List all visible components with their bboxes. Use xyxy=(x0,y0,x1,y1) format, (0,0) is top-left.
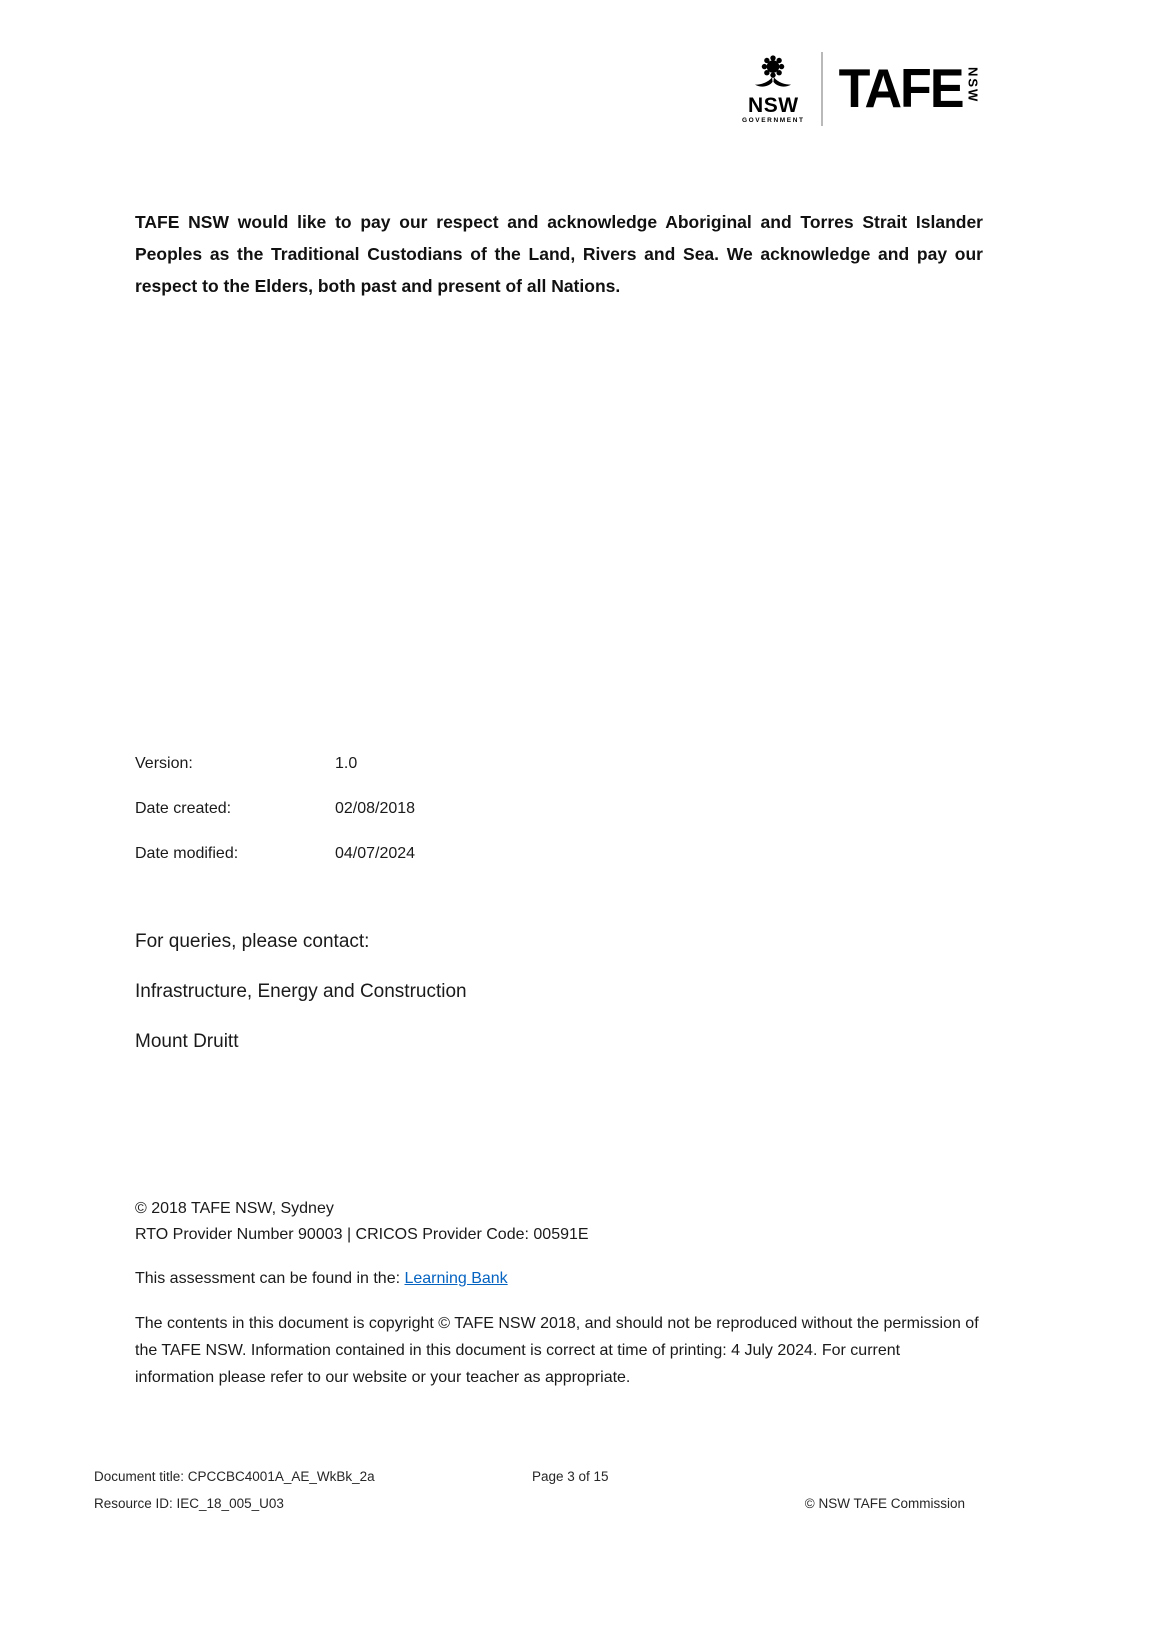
contact-intro: For queries, please contact: xyxy=(135,931,370,952)
page-footer xyxy=(94,1468,965,1522)
version-info-table xyxy=(135,752,415,887)
contact-block xyxy=(135,930,467,1080)
date-modified-row xyxy=(135,842,415,866)
footer-resource-id: Resource ID: IEC_18_005_U03 xyxy=(94,1496,284,1511)
acknowledgement-paragraph: TAFE NSW would like to pay our respect and acknowledge Aboriginal and Torres Strait Islander Peoples as the Traditional Custodians of the Land, Rivers and Sea. We acknowledge and pay our respect to the Elders, both past and present of all Nations. xyxy=(135,211,983,296)
tafe-logo xyxy=(838,58,981,120)
waratah-icon xyxy=(753,54,793,94)
nsw-government-logo xyxy=(742,54,805,125)
copyright-line: © 2018 TAFE NSW, Sydney xyxy=(135,1200,334,1217)
contact-location: Mount Druitt xyxy=(135,1031,239,1052)
version-value: 1.0 xyxy=(335,755,358,772)
tafe-logo-text: TAFE xyxy=(838,58,963,120)
assessment-location-text: This assessment can be found in the: xyxy=(135,1270,405,1287)
footer-document-title: Document title: CPCCBC4001A_AE_WkBk_2a xyxy=(94,1469,375,1484)
assessment-location-line xyxy=(135,1266,983,1292)
tafe-logo-nsw-vertical: NSW xyxy=(965,67,981,104)
copyright-block xyxy=(135,1196,983,1407)
copyright-notice-paragraph: The contents in this document is copyright © TAFE NSW 2018, and should not be reproduced without the permission of the TAFE NSW. Information contained in this document is correct at time of printing: 4 July 2024. For current information please refer to our website or your teacher as appropriate. xyxy=(135,1315,979,1386)
date-modified-value: 04/07/2024 xyxy=(335,845,416,862)
date-modified-label: Date modified: xyxy=(135,845,239,862)
contact-department: Infrastructure, Energy and Construction xyxy=(135,981,467,1002)
tafe-nsw-logo xyxy=(742,52,981,126)
learning-bank-link[interactable]: Learning Bank xyxy=(404,1270,508,1287)
rto-provider-line: RTO Provider Number 90003 | CRICOS Provider Code: 00591E xyxy=(135,1226,589,1243)
footer-page-number: Page 3 of 15 xyxy=(532,1469,609,1484)
version-row xyxy=(135,752,415,776)
footer-commission: © NSW TAFE Commission xyxy=(804,1496,965,1511)
date-created-value: 02/08/2018 xyxy=(335,800,416,817)
government-logo-text: GOVERNMENT xyxy=(742,116,805,124)
date-created-row xyxy=(135,797,415,821)
date-created-label: Date created: xyxy=(135,800,232,817)
footer-row-2 xyxy=(94,1495,965,1513)
nsw-logo-text: NSW xyxy=(748,93,799,117)
footer-row-1 xyxy=(94,1468,965,1486)
version-label: Version: xyxy=(135,755,193,772)
logo-divider xyxy=(821,52,823,126)
